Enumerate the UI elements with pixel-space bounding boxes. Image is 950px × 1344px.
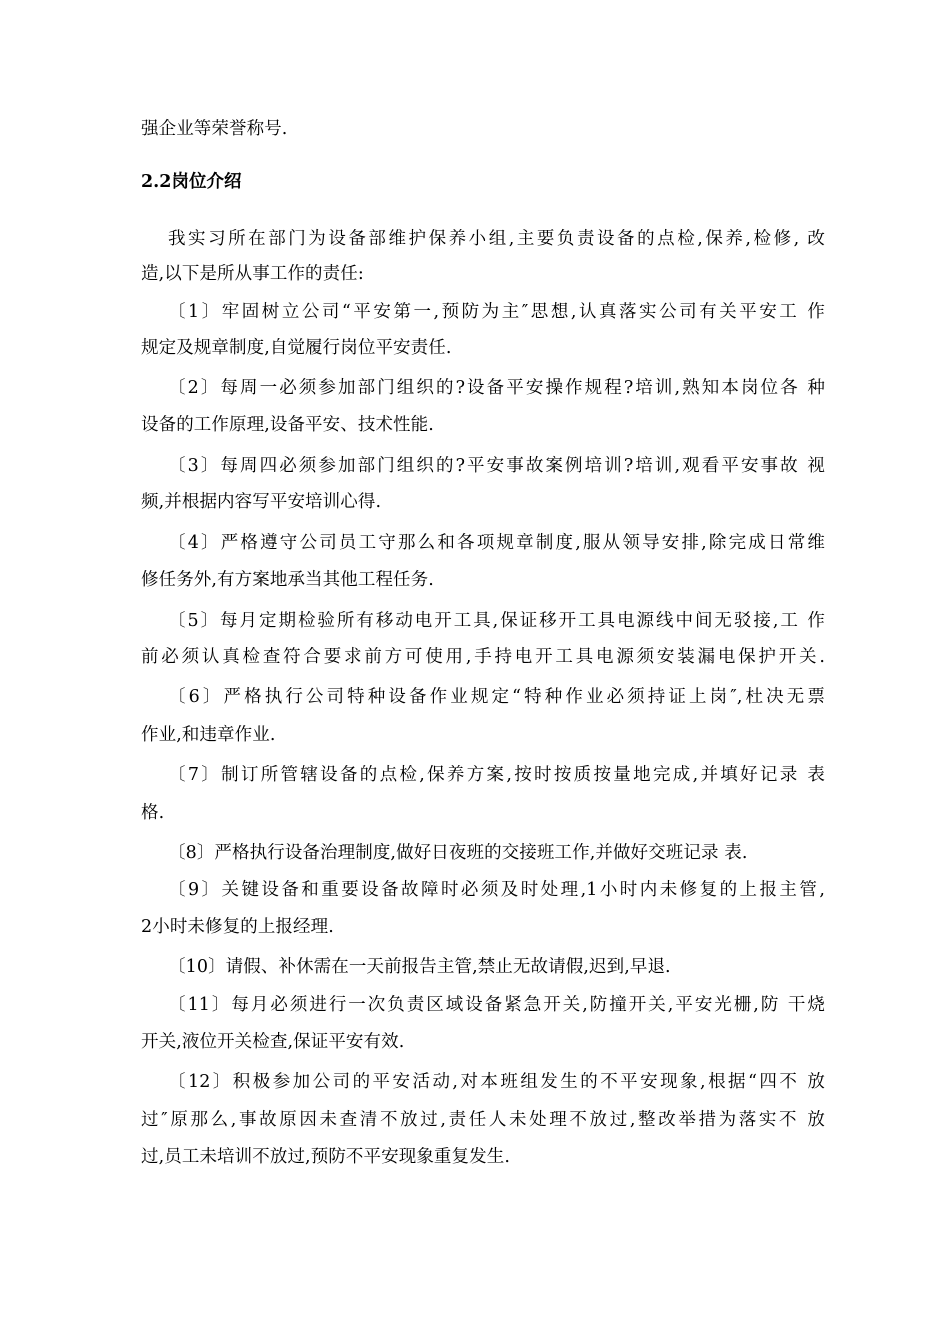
intro-line-2: 造,以下是所从事工作的责任: — [141, 264, 364, 284]
intro-line-1: 我实习所在部门为设备部维护保养小组,主要负责设备的点检,保养,检修, 改 — [168, 229, 825, 249]
duty-item-3-line-2: 频,并根据内容写平安培训心得. — [141, 492, 382, 512]
duty-item-12-line-1: 〔12〕积极参加公司的平安活动,对本班组发生的不平安现象,根据“四不 放 — [168, 1072, 825, 1092]
duty-item-2-line-2: 设备的工作原理,设备平安、技术性能. — [141, 415, 434, 435]
duty-item-5-line-1: 〔5〕每月定期检验所有移动电开工具,保证移开工具电源线中间无驳接,工 作 — [168, 611, 825, 631]
duty-item-2-line-1: 〔2〕每周一必须参加部门组织的?设备平安操作规程?培训,熟知本岗位各 种 — [168, 378, 825, 398]
duty-item-9-line-2: 2小时未修复的上报经理. — [141, 917, 334, 937]
duty-item-1-line-1: 〔1〕牢固树立公司“平安第一,预防为主″思想,认真落实公司有关平安工 作 — [168, 302, 825, 322]
duty-item-7-line-2: 格. — [141, 803, 165, 823]
section-heading: 2.2岗位介绍 — [141, 172, 242, 192]
duty-item-12-line-2: 过″原那么,事故原因未查清不放过,责任人未处理不放过,整改举措为落实不 放 — [141, 1110, 825, 1130]
duty-item-8-line-1: 〔8〕严格执行设备治理制度,做好日夜班的交接班工作,并做好交班记录 表. — [168, 843, 748, 863]
duty-item-12-line-3: 过,员工未培训不放过,预防不平安现象重复发生. — [141, 1147, 510, 1167]
duty-item-4-line-2: 修任务外,有方案地承当其他工程任务. — [141, 570, 434, 590]
duty-item-1-line-2: 规定及规章制度,自觉履行岗位平安责任. — [141, 338, 452, 358]
duty-item-11-line-1: 〔11〕每月必须进行一次负责区域设备紧急开关,防撞开关,平安光栅,防 干烧 — [168, 995, 825, 1015]
duty-item-7-line-1: 〔7〕制订所管辖设备的点检,保养方案,按时按质按量地完成,并填好记录 表 — [168, 765, 825, 785]
duty-item-9-line-1: 〔9〕关键设备和重要设备故障时必须及时处理,1小时内未修复的上报主管, — [168, 880, 825, 900]
duty-item-6-line-2: 作业,和违章作业. — [141, 725, 276, 745]
duty-item-3-line-1: 〔3〕每周四必须参加部门组织的?平安事故案例培训?培训,观看平安事故 视 — [168, 456, 825, 476]
duty-item-4-line-1: 〔4〕严格遵守公司员工守那么和各项规章制度,服从领导安排,除完成日常维 — [168, 533, 825, 553]
duty-item-6-line-1: 〔6〕严格执行公司特种设备作业规定“特种作业必须持证上岗″,杜决无票 — [168, 687, 825, 707]
continuation-text: 强企业等荣誉称号. — [141, 119, 288, 139]
duty-item-10-line-1: 〔10〕请假、补休需在一天前报告主管,禁止无故请假,迟到,早退. — [168, 957, 671, 977]
duty-item-5-line-2: 前必须认真检查符合要求前方可使用,手持电开工具电源须安装漏电保护开关. — [141, 647, 825, 667]
duty-item-11-line-2: 开关,液位开关检查,保证平安有效. — [141, 1032, 405, 1052]
